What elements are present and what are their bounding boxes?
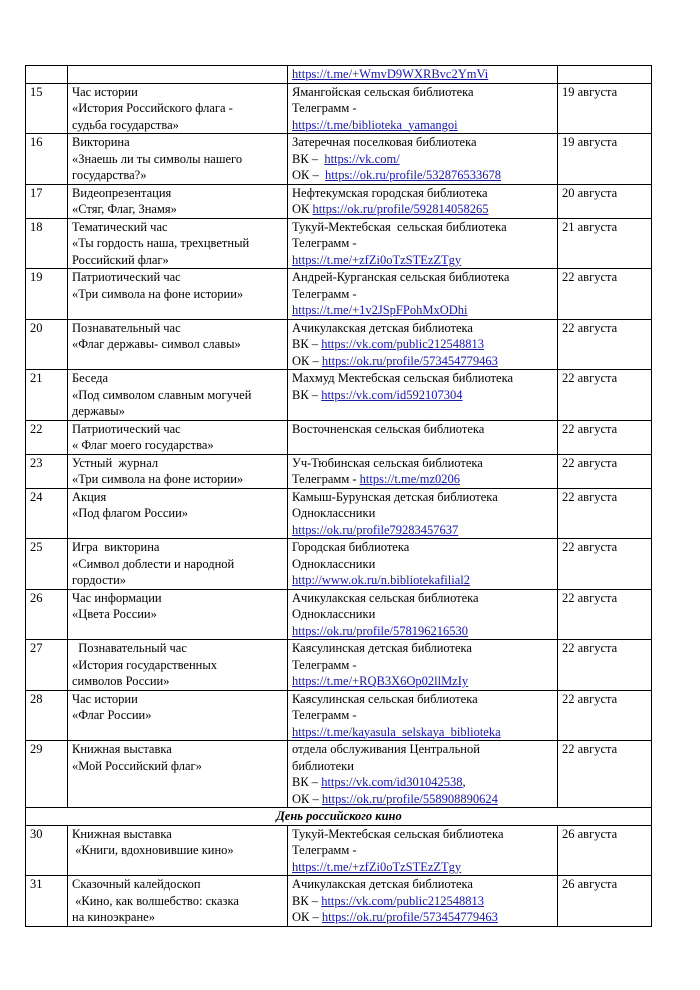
event-date: 26 августа bbox=[558, 876, 652, 927]
events-table bbox=[25, 65, 652, 927]
venue-line bbox=[292, 657, 554, 674]
row-number: 27 bbox=[26, 640, 68, 691]
row-number: 31 bbox=[26, 876, 68, 927]
venue-cell bbox=[288, 370, 558, 421]
venue-line bbox=[292, 859, 554, 876]
link-prefix: ВК – bbox=[292, 893, 322, 908]
event-date: 19 августа bbox=[558, 83, 652, 134]
venue-line bbox=[292, 826, 554, 843]
venue-line bbox=[292, 66, 554, 83]
venue-cell bbox=[288, 66, 558, 84]
venue-text: Ачикулакская детская библиотека bbox=[292, 320, 473, 335]
table-row bbox=[26, 640, 652, 691]
table-row bbox=[26, 370, 652, 421]
venue-cell bbox=[288, 83, 558, 134]
event-line: «Под символом славным могучей bbox=[72, 387, 252, 402]
venue-link[interactable]: https://ok.ru/profile/532876533678 bbox=[325, 168, 502, 182]
row-number: 30 bbox=[26, 825, 68, 876]
row-number: 20 bbox=[26, 319, 68, 370]
venue-line bbox=[292, 707, 554, 724]
venue-cell bbox=[288, 539, 558, 590]
event-line: «Три символа на фоне истории» bbox=[72, 286, 244, 301]
row-number: 19 bbox=[26, 269, 68, 320]
event-date: 26 августа bbox=[558, 825, 652, 876]
venue-line bbox=[292, 185, 554, 202]
row-number: 25 bbox=[26, 539, 68, 590]
venue-line bbox=[292, 741, 554, 758]
venue-line bbox=[292, 421, 554, 438]
venue-link[interactable]: https://ok.ru/profile79283457637 bbox=[292, 522, 459, 537]
event-line: Час истории bbox=[72, 691, 138, 706]
venue-cell bbox=[288, 319, 558, 370]
row-number: 18 bbox=[26, 218, 68, 269]
table-row bbox=[26, 218, 652, 269]
event-line: «История Российского флага - bbox=[72, 101, 233, 115]
event-line: державы» bbox=[72, 404, 125, 418]
venue-line bbox=[292, 151, 554, 168]
event-date: 22 августа bbox=[558, 370, 652, 421]
event-cell bbox=[68, 454, 288, 488]
venue-line bbox=[292, 758, 554, 775]
event-line: Патриотический час bbox=[72, 421, 181, 436]
event-line: «Цвета России» bbox=[72, 607, 157, 621]
event-line: Книжная выставка bbox=[72, 826, 172, 841]
event-line: Час информации bbox=[72, 590, 162, 605]
venue-link[interactable]: https://t.me/kayasula_selskaya_biblioteka bbox=[292, 724, 501, 739]
event-cell bbox=[68, 134, 288, 185]
venue-link[interactable]: https://t.me/+zfZi0oTzSTEzZTgy bbox=[292, 859, 462, 874]
venue-line bbox=[292, 791, 554, 808]
venue-line bbox=[292, 353, 554, 370]
table-row bbox=[26, 269, 652, 320]
event-cell bbox=[68, 420, 288, 454]
venue-line bbox=[292, 471, 554, 488]
venue-link[interactable]: https://t.me/+WmvD9WXRBvc2YmVi bbox=[292, 67, 489, 81]
venue-line bbox=[292, 286, 554, 303]
venue-cell bbox=[288, 690, 558, 741]
venue-link[interactable]: https://t.me/mz0206 bbox=[359, 472, 460, 486]
event-line: Видеопрезентация bbox=[72, 185, 172, 200]
event-line: Сказочный калейдоскоп bbox=[72, 877, 201, 891]
event-line: гордости» bbox=[72, 573, 127, 587]
event-cell bbox=[68, 488, 288, 539]
event-cell bbox=[68, 83, 288, 134]
venue-text: Ямангойская сельская библиотека bbox=[292, 84, 474, 99]
venue-line bbox=[292, 522, 554, 539]
venue-cell bbox=[288, 134, 558, 185]
link-prefix: ОК – bbox=[292, 353, 322, 368]
venue-text: Каясулинская сельская библиотека bbox=[292, 691, 478, 706]
event-cell bbox=[68, 640, 288, 691]
row-number: 28 bbox=[26, 690, 68, 741]
event-line: «Мой Российский флаг» bbox=[72, 758, 202, 773]
venue-text: Камыш-Бурунская детская библиотека bbox=[292, 489, 498, 504]
venue-link[interactable]: https://ok.ru/profile/558908890624 bbox=[321, 791, 498, 806]
venue-text: Телеграмм - bbox=[292, 843, 357, 857]
event-cell bbox=[68, 269, 288, 320]
event-line: «Кино, как волшебство: сказка bbox=[72, 893, 239, 908]
venue-text: Восточненская сельская библиотека bbox=[292, 421, 485, 436]
venue-cell bbox=[288, 640, 558, 691]
venue-cell bbox=[288, 825, 558, 876]
event-line: «Ты гордость наша, трехцветный bbox=[72, 236, 250, 250]
venue-line bbox=[292, 167, 554, 184]
event-date: 22 августа bbox=[558, 539, 652, 590]
event-line: на киноэкране» bbox=[72, 910, 155, 924]
venue-link[interactable]: https://vk.com/id592107304 bbox=[321, 387, 463, 402]
venue-text: Телеграмм - bbox=[292, 236, 357, 250]
event-line: Акция bbox=[72, 489, 107, 504]
event-cell bbox=[68, 319, 288, 370]
venue-line bbox=[292, 774, 554, 791]
table-row bbox=[26, 690, 652, 741]
event-cell bbox=[68, 876, 288, 927]
table-row bbox=[26, 589, 652, 640]
event-line: Российский флаг» bbox=[72, 252, 169, 267]
link-prefix: ОК – bbox=[292, 168, 325, 182]
venue-line bbox=[292, 219, 554, 236]
venue-text: Затеречная поселковая библиотека bbox=[292, 135, 477, 149]
table-row bbox=[26, 454, 652, 488]
event-cell bbox=[68, 690, 288, 741]
venue-line bbox=[292, 673, 554, 690]
venue-line bbox=[292, 336, 554, 353]
event-line: « Флаг моего государства» bbox=[72, 438, 214, 452]
venue-text: Телеграмм - bbox=[292, 708, 357, 722]
venue-link[interactable]: https://t.me/+1v2JSpFPohMxODhi bbox=[292, 303, 468, 317]
venue-cell bbox=[288, 454, 558, 488]
table-row bbox=[26, 488, 652, 539]
row-number: 23 bbox=[26, 454, 68, 488]
venue-text: Городская библиотека bbox=[292, 540, 410, 554]
venue-link[interactable]: https://ok.ru/profile/573454779463 bbox=[321, 910, 498, 924]
event-date: 22 августа bbox=[558, 741, 652, 808]
venue-link[interactable]: https://vk.com/ bbox=[324, 151, 400, 166]
venue-line bbox=[292, 302, 554, 319]
event-cell bbox=[68, 66, 288, 84]
link-prefix: ОК bbox=[292, 202, 313, 216]
table-row bbox=[26, 184, 652, 218]
venue-line bbox=[292, 572, 554, 589]
event-date: 22 августа bbox=[558, 640, 652, 691]
event-line: государства?» bbox=[72, 168, 147, 182]
venue-text: Одноклассники bbox=[292, 506, 376, 520]
venue-text: Тукуй-Мектебская сельская библиотека bbox=[292, 219, 507, 234]
row-number: 16 bbox=[26, 134, 68, 185]
venue-line bbox=[292, 252, 554, 269]
venue-line bbox=[292, 724, 554, 741]
table-row bbox=[26, 876, 652, 927]
venue-cell bbox=[288, 741, 558, 808]
event-line: Книжная выставка bbox=[72, 742, 172, 756]
venue-line bbox=[292, 84, 554, 101]
event-line: «Под флагом России» bbox=[72, 506, 189, 520]
link-prefix: ВК – bbox=[292, 775, 322, 789]
venue-line bbox=[292, 117, 554, 134]
venue-line bbox=[292, 320, 554, 337]
event-line: Игра викторина bbox=[72, 540, 160, 554]
row-number: 24 bbox=[26, 488, 68, 539]
event-line: Устный журнал bbox=[72, 455, 159, 470]
link-prefix: ОК – bbox=[292, 910, 322, 924]
section-row bbox=[26, 808, 652, 826]
venue-line bbox=[292, 876, 554, 893]
venue-line bbox=[292, 489, 554, 506]
venue-line bbox=[292, 455, 554, 472]
link-prefix: ВК – bbox=[292, 151, 325, 166]
event-cell bbox=[68, 589, 288, 640]
event-cell bbox=[68, 370, 288, 421]
venue-text: Нефтекумская городская библиотека bbox=[292, 185, 488, 200]
venue-text: Телеграмм - bbox=[292, 657, 357, 672]
event-line: «Знаешь ли ты символы нашего bbox=[72, 151, 243, 166]
link-prefix: ОК – bbox=[292, 791, 322, 806]
events-table-body bbox=[26, 66, 652, 927]
venue-link[interactable]: https://t.me/+RQB3X6Op02llMzIy bbox=[292, 674, 469, 688]
venue-cell bbox=[288, 269, 558, 320]
venue-link[interactable]: http://www.ok.ru/n.bibliotekafilial2 bbox=[292, 573, 470, 587]
table-row bbox=[26, 83, 652, 134]
venue-link[interactable]: https://vk.com/id301042538 bbox=[321, 775, 463, 789]
table-row bbox=[26, 134, 652, 185]
event-date: 20 августа bbox=[558, 184, 652, 218]
row-number: 15 bbox=[26, 83, 68, 134]
venue-line bbox=[292, 370, 554, 387]
venue-line bbox=[292, 606, 554, 623]
venue-line bbox=[292, 505, 554, 522]
event-line: «Стяг, Флаг, Знамя» bbox=[72, 202, 177, 216]
event-line: «История государственных bbox=[72, 657, 217, 672]
venue-text: Тукуй-Мектебская сельская библиотека bbox=[292, 826, 504, 841]
venue-line bbox=[292, 387, 554, 404]
link-prefix: ВК – bbox=[292, 337, 322, 351]
event-date: 22 августа bbox=[558, 420, 652, 454]
venue-cell bbox=[288, 218, 558, 269]
table-row bbox=[26, 420, 652, 454]
event-line: «Три символа на фоне истории» bbox=[72, 472, 244, 486]
venue-link[interactable]: https://t.me/+zfZi0oTzSTEzZTgy bbox=[292, 252, 462, 267]
event-date: 19 августа bbox=[558, 134, 652, 185]
link-prefix: Телеграмм - bbox=[292, 472, 360, 486]
event-line: Час истории bbox=[72, 84, 138, 99]
table-row bbox=[26, 825, 652, 876]
venue-text: Каясулинская детская библиотека bbox=[292, 641, 472, 655]
event-date: 22 августа bbox=[558, 269, 652, 320]
event-line: Тематический час bbox=[72, 219, 168, 234]
venue-link[interactable]: https://ok.ru/profile/578196216530 bbox=[292, 623, 469, 638]
event-line: Беседа bbox=[72, 371, 109, 385]
row-number bbox=[26, 66, 68, 84]
venue-line bbox=[292, 269, 554, 286]
event-date: 22 августа bbox=[558, 454, 652, 488]
event-date: 22 августа bbox=[558, 690, 652, 741]
event-line: судьба государства» bbox=[72, 117, 179, 132]
venue-line bbox=[292, 100, 554, 117]
venue-text: отдела обслуживания Центральной bbox=[292, 742, 480, 756]
row-number: 21 bbox=[26, 370, 68, 421]
venue-cell bbox=[288, 184, 558, 218]
event-line: символов России» bbox=[72, 674, 170, 688]
row-number: 29 bbox=[26, 741, 68, 808]
venue-line bbox=[292, 235, 554, 252]
event-cell bbox=[68, 741, 288, 808]
event-line: «Символ доблести и народной bbox=[72, 556, 235, 571]
venue-link[interactable]: https://vk.com/public212548813 bbox=[321, 893, 485, 908]
venue-text: Одноклассники bbox=[292, 607, 376, 621]
event-cell bbox=[68, 218, 288, 269]
table-row bbox=[26, 319, 652, 370]
venue-line bbox=[292, 842, 554, 859]
row-number: 26 bbox=[26, 589, 68, 640]
venue-line bbox=[292, 134, 554, 151]
venue-line bbox=[292, 909, 554, 926]
event-line: Патриотический час bbox=[72, 270, 181, 284]
event-date: 22 августа bbox=[558, 319, 652, 370]
event-cell bbox=[68, 825, 288, 876]
venue-line bbox=[292, 539, 554, 556]
venue-text: Ачикулакская детская библиотека bbox=[292, 877, 473, 891]
event-date bbox=[558, 66, 652, 84]
venue-line bbox=[292, 893, 554, 910]
venue-cell bbox=[288, 876, 558, 927]
link-suffix: , bbox=[462, 775, 466, 789]
venue-link[interactable]: https://ok.ru/profile/573454779463 bbox=[321, 353, 498, 368]
venue-line bbox=[292, 640, 554, 657]
venue-link[interactable]: https://t.me/biblioteka_yamangoi bbox=[292, 117, 458, 132]
event-date: 21 августа bbox=[558, 218, 652, 269]
row-number: 17 bbox=[26, 184, 68, 218]
venue-text: Махмуд Мектебская сельская библиотека bbox=[292, 371, 513, 385]
event-line: Познавательный час bbox=[72, 320, 181, 335]
table-row bbox=[26, 539, 652, 590]
venue-text: Уч-Тюбинская сельская библиотека bbox=[292, 455, 483, 470]
section-heading: День российского кино bbox=[26, 808, 652, 826]
venue-cell bbox=[288, 488, 558, 539]
event-date: 22 августа bbox=[558, 488, 652, 539]
link-prefix: ВК – bbox=[292, 387, 322, 402]
event-date: 22 августа bbox=[558, 589, 652, 640]
venue-line bbox=[292, 590, 554, 607]
venue-cell bbox=[288, 589, 558, 640]
venue-line bbox=[292, 623, 554, 640]
venue-text: Андрей-Курганская сельская библиотека bbox=[292, 270, 510, 284]
event-line: Познавательный час bbox=[72, 641, 187, 655]
venue-cell bbox=[288, 420, 558, 454]
event-line: «Книги, вдохновившие кино» bbox=[72, 843, 234, 857]
table-row bbox=[26, 66, 652, 84]
table-row bbox=[26, 741, 652, 808]
venue-text: библиотеки bbox=[292, 758, 354, 773]
event-line: Викторина bbox=[72, 135, 130, 149]
row-number: 22 bbox=[26, 420, 68, 454]
venue-text: Телеграмм - bbox=[292, 286, 357, 301]
venue-link[interactable]: https://vk.com/public212548813 bbox=[321, 337, 485, 351]
venue-link[interactable]: https://ok.ru/profile/592814058265 bbox=[312, 202, 489, 216]
event-line: «Флаг державы- символ славы» bbox=[72, 337, 241, 351]
venue-text: Телеграмм - bbox=[292, 101, 357, 115]
venue-text: Одноклассники bbox=[292, 556, 376, 571]
event-line: «Флаг России» bbox=[72, 708, 152, 722]
venue-text: Ачикулакская сельская библиотека bbox=[292, 590, 479, 605]
event-cell bbox=[68, 539, 288, 590]
event-cell bbox=[68, 184, 288, 218]
venue-line bbox=[292, 691, 554, 708]
venue-line bbox=[292, 201, 554, 218]
venue-line bbox=[292, 556, 554, 573]
